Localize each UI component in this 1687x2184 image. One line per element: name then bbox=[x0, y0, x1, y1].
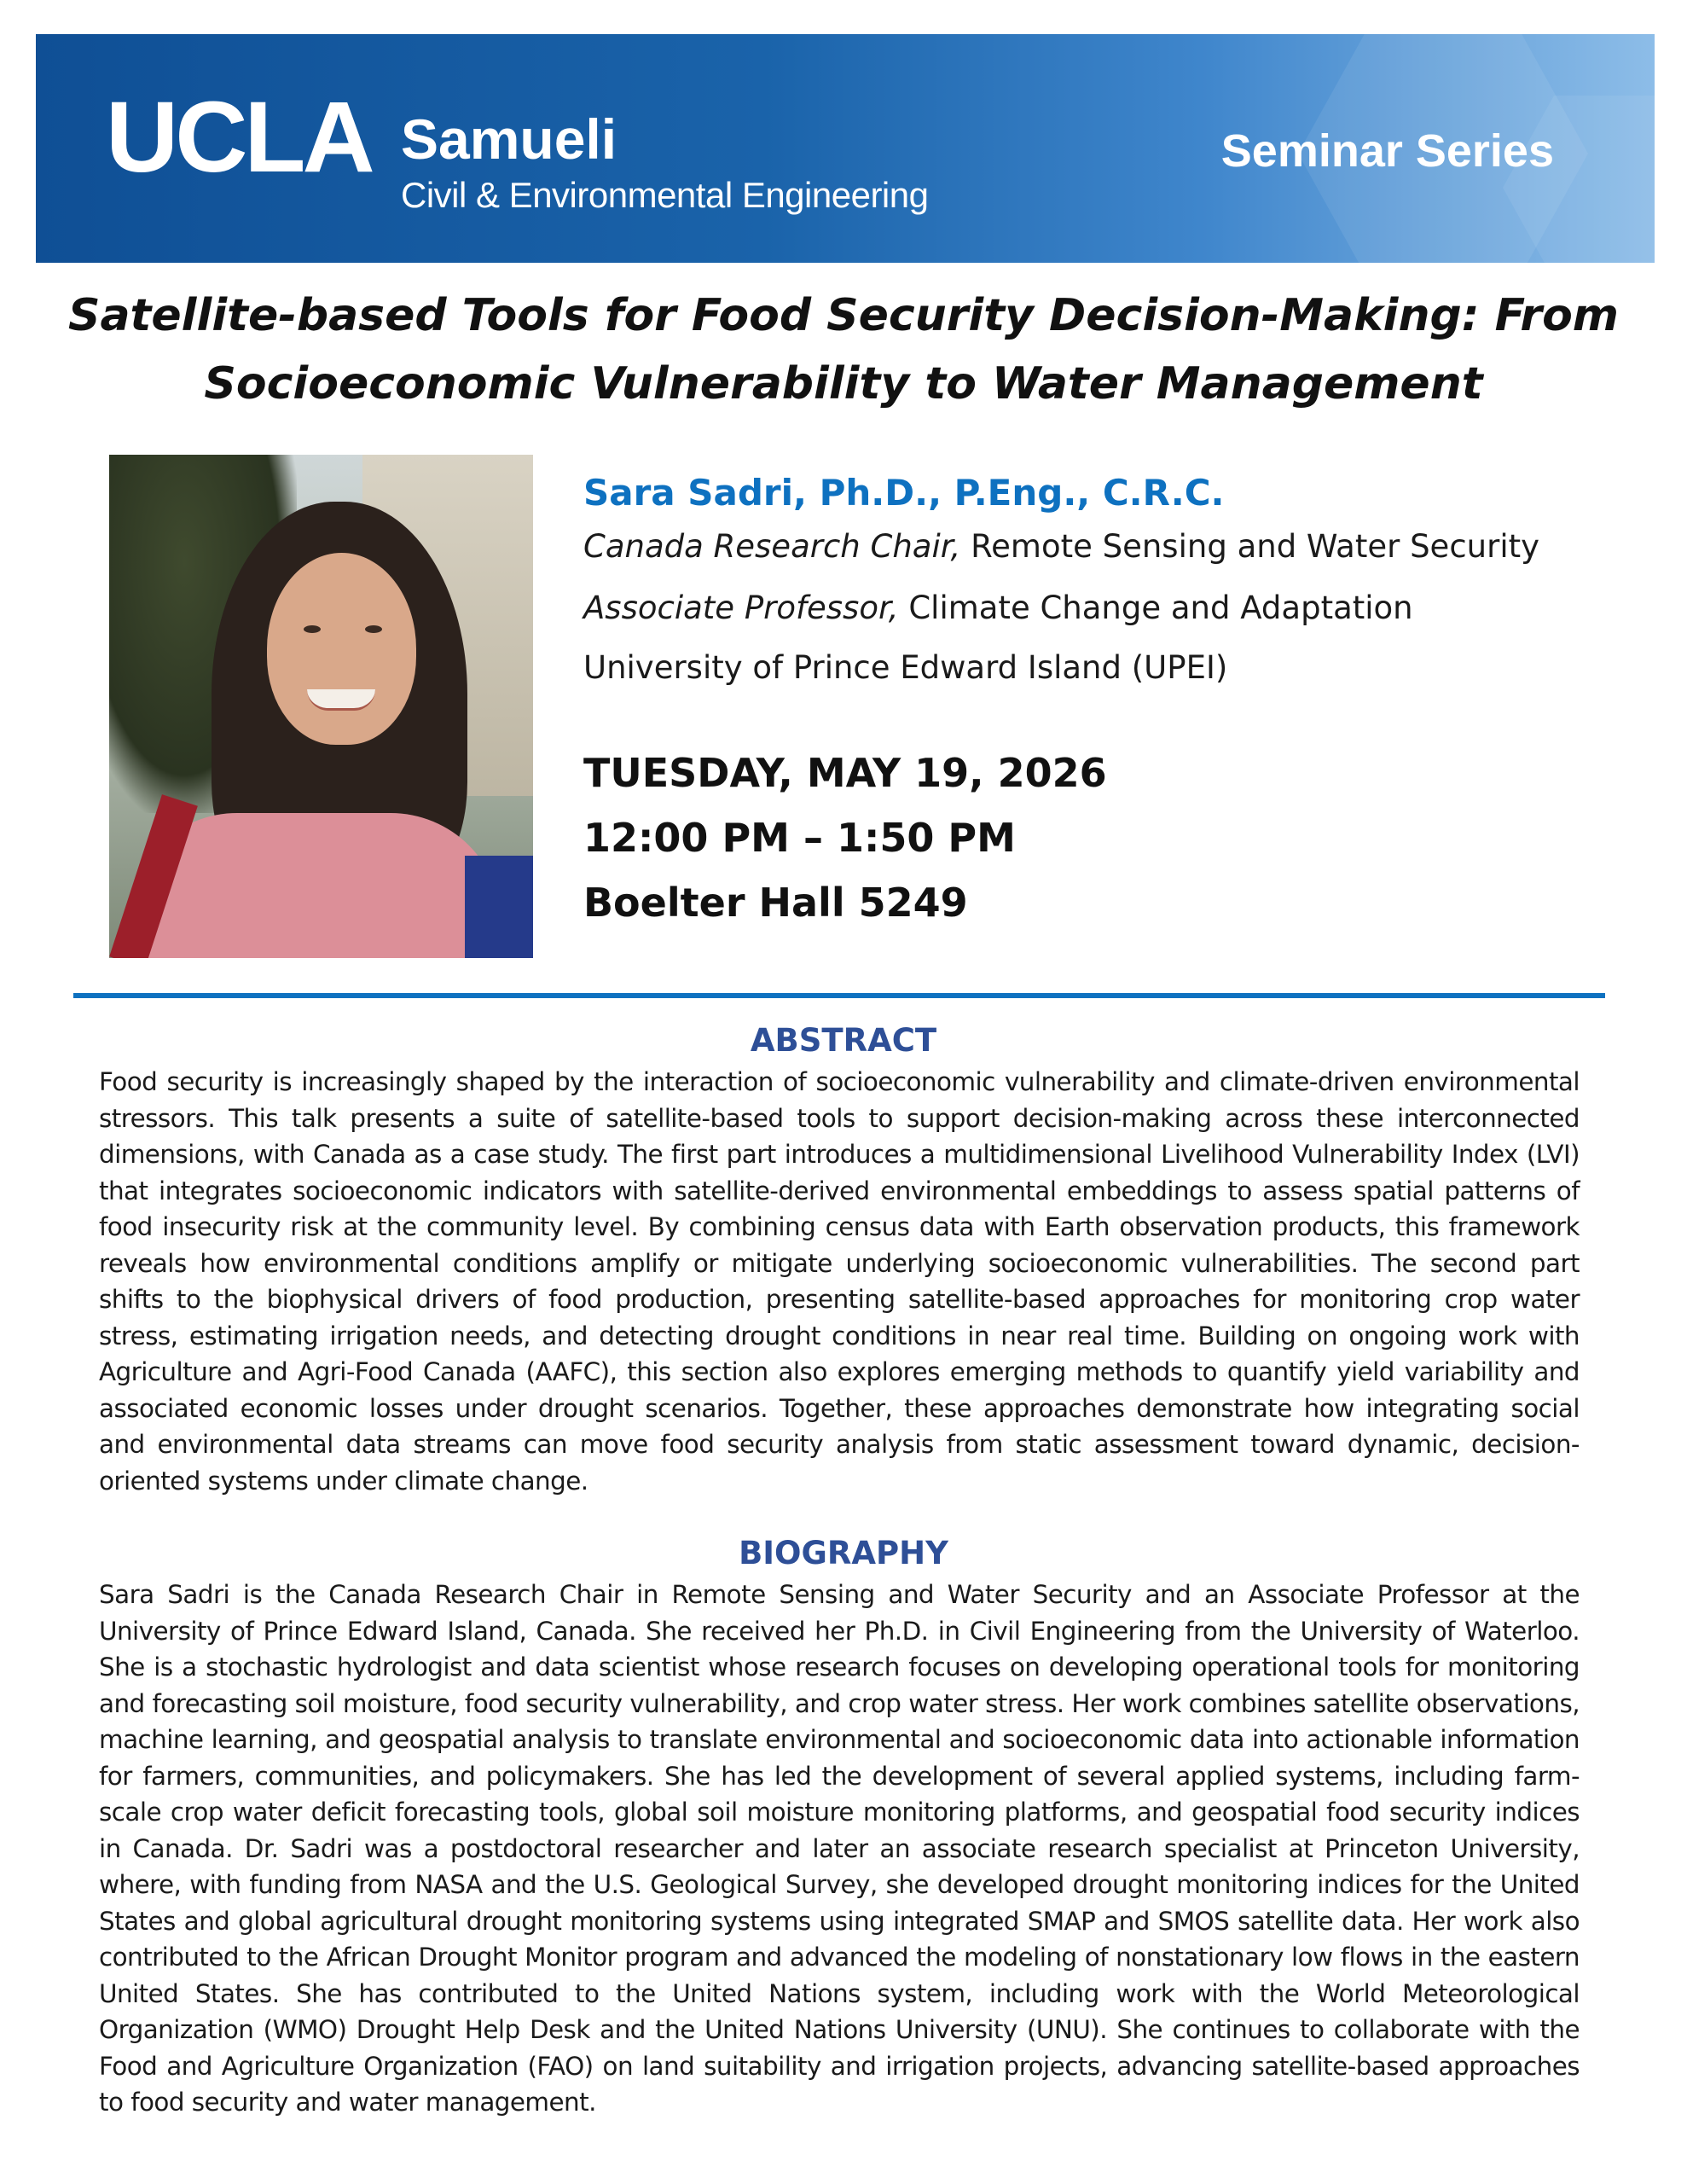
speaker-role-1-title: Canada Research Chair, bbox=[583, 528, 961, 565]
event-location: Boelter Hall 5249 bbox=[583, 880, 968, 926]
ucla-logo: UCLA bbox=[106, 81, 372, 194]
header-banner bbox=[36, 34, 1655, 263]
seminar-title bbox=[51, 282, 1636, 418]
department-name: Civil & Environmental Engineering bbox=[401, 175, 929, 215]
abstract-heading: ABSTRACT bbox=[750, 1022, 937, 1059]
photo-smile bbox=[307, 689, 375, 711]
event-date: TUESDAY, MAY 19, 2026 bbox=[583, 750, 1107, 796]
speaker-role-1 bbox=[583, 524, 1539, 570]
event-time: 12:00 PM – 1:50 PM bbox=[583, 815, 1016, 861]
photo-eye bbox=[304, 625, 321, 633]
speaker-institution: University of Prince Edward Island (UPEI) bbox=[583, 649, 1228, 686]
biography-text: Sara Sadri is the Canada Research Chair in Remote Sensing and Water Security and an Associate Professor at the University of Prince Edward Island, Canada. She received her Ph.D. in Civil Engineering from the University of Waterloo. She is a stochastic hydrologist and data scientist whose research focuses on developing operational tools for monitoring and forecasting soil moisture, food security vulnerability, and crop water stress. Her work combines satellite observations, machine learning, and geospatial analysis to translate environmental and socioeconomic data into actionable information for farmers, communities, and policymakers. She has led the development of several applied systems, including farm-scale crop water deficit forecasting tools, global soil moisture monitoring platforms, and geospatial food security indices in Canada. Dr. Sadri was a postdoctoral researcher and later an associate research specialist at Princeton University, where, with funding from NASA and the U.S. Geological Survey, she developed drought monitoring indices for the United States and global agricultural drought monitoring systems using integrated SMAP and SMOS satellite data. Her work also contributed to the African Drought Monitor program and advanced the modeling of nonstationary low flows in the eastern United States. She has contributed to the United Nations system, including work with the World Meteorological Organization (WMO) Drought Help Desk and the United Nations University (UNU). She continues to collaborate with the Food and Agriculture Organization (FAO) on land suitability and irrigation projects, advancing satellite-based approaches to food security and water management. bbox=[99, 1580, 1580, 2117]
abstract-text: Food security is increasingly shaped by the interaction of socioeconomic vulnerability and climate-driven environmental stressors. This talk presents a suite of satellite-based tools to support decision-making across these interconnected dimensions, with Canada as a case study. The first part introduces a multidimensional Livelihood Vulnerability Index (LVI) that integrates socioeconomic indicators with satellite-derived environmental embeddings to assess spatial patterns of food insecurity risk at the community level. By combining census data with Earth observation products, this framework reveals how environmental conditions amplify or mitigate underlying socioeconomic vulnerabilities. The second part shifts to the biophysical drivers of food production, presenting satellite-based approaches for monitoring crop water stress, estimating irrigation needs, and detecting drought conditions in near real time. Building on ongoing work with Agriculture and Agri-Food Canada (AAFC), this section also explores emerging methods to quantify yield variability and associated economic losses under drought scenarios. Together, these approaches demonstrate how integrating social and environmental data streams can move food security analysis from static assessment toward dynamic, decision-oriented systems under climate change. bbox=[99, 1067, 1580, 1496]
speaker-photo bbox=[109, 455, 533, 958]
photo-eye bbox=[365, 625, 382, 633]
section-divider bbox=[73, 993, 1605, 998]
seminar-title-line: Satellite-based Tools for Food Security Decision-Making: From bbox=[68, 290, 1619, 341]
photo-sleeve bbox=[465, 856, 533, 958]
photo-face bbox=[267, 553, 416, 745]
biography-heading: BIOGRAPHY bbox=[739, 1535, 948, 1571]
speaker-role-2-field: Climate Change and Adaptation bbox=[898, 590, 1413, 626]
speaker-name: Sara Sadri, Ph.D., P.Eng., C.R.C. bbox=[583, 472, 1225, 514]
speaker-role-2 bbox=[583, 585, 1413, 631]
seminar-title-line: Socioeconomic Vulnerability to Water Management bbox=[204, 358, 1483, 410]
speaker-role-2-title: Associate Professor, bbox=[583, 590, 899, 626]
seminar-series-label: Seminar Series bbox=[1220, 125, 1554, 177]
samueli-logo: Samueli bbox=[401, 107, 617, 171]
speaker-role-1-field: Remote Sensing and Water Security bbox=[960, 528, 1540, 565]
